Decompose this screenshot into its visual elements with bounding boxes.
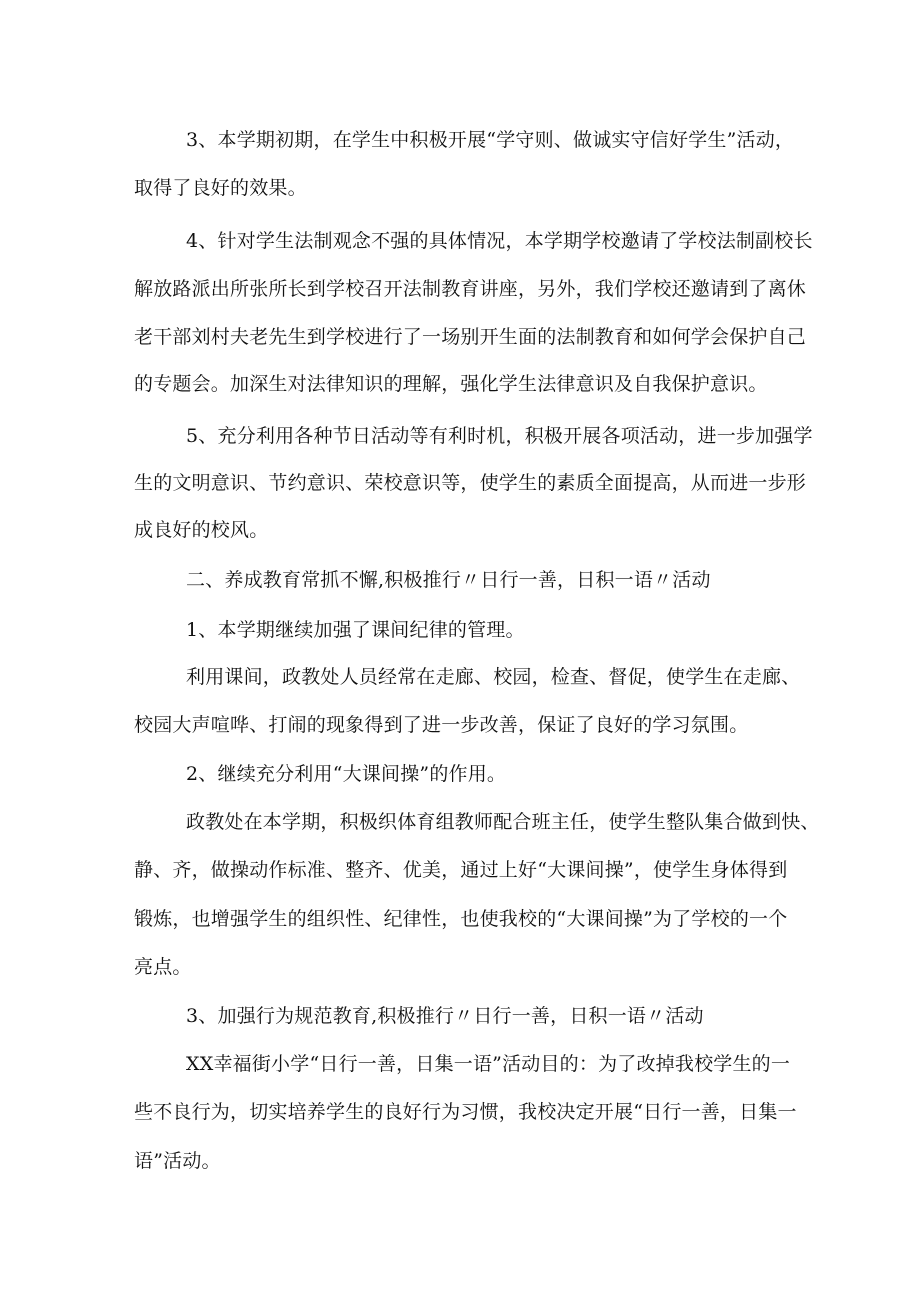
section-heading-2: 二、养成教育常抓不懈,积极推行〃日行一善，日积一语〃活动	[186, 569, 711, 591]
item-3-body-line-1: XX幸福街小学“日行一善，日集一语”活动目的：为了改掉我校学生的一	[186, 1053, 791, 1075]
item-3-heading: 3、加强行为规范教育,积极推行〃日行一善，日积一语〃活动	[186, 1005, 704, 1027]
paragraph-3-line-2: 取得了良好的效果。	[134, 177, 307, 199]
item-1-heading: 1、本学期继续加强了课间纪律的管理。	[186, 619, 525, 641]
item-3-body-line-2: 些不良行为，切实培养学生的良好行为习惯，我校决定开展“日行一善，日集一	[134, 1101, 797, 1123]
paragraph-4-line-2: 解放路派出所张所长到学校召开法制教育讲座，另外，我们学校还邀请到了离休	[134, 278, 807, 300]
paragraph-5-line-1: 5、充分利用各种节日活动等有利时机，积极开展各项活动，进一步加强学	[186, 425, 813, 447]
item-1-body-line-2: 校园大声喧哗、打闹的现象得到了进一步改善，保证了良好的学习氛围。	[134, 714, 749, 736]
item-2-body-line-1: 政教处在本学期，积极织体育组教师配合班主任，使学生整队集合做到快、	[186, 811, 820, 833]
item-1-body-line-1: 利用课间，政教处人员经常在走廊、校园，检查、督促，使学生在走廊、	[186, 666, 801, 688]
item-2-body-line-4: 亮点。	[134, 956, 192, 978]
item-2-body-line-2: 静、齐，做操动作标准、整齐、优美，通过上好“大课间操”，使学生身体得到	[134, 859, 788, 881]
paragraph-4-line-1: 4、针对学生法制观念不强的具体情况，本学期学校邀请了学校法制副校长	[186, 230, 813, 252]
paragraph-4-line-4: 的专题会。加深生对法律知识的理解，强化学生法律意识及自我保护意识。	[134, 373, 768, 395]
item-2-body-line-3: 锻炼，也增强学生的组织性、纪律性，也使我校的“大课间操”为了学校的一个	[134, 908, 788, 930]
paragraph-3-line-1: 3、本学期初期，在学生中积极开展“学守则、做诚实守信好学生”活动，	[186, 129, 795, 151]
item-3-body-line-3: 语”活动。	[134, 1150, 221, 1172]
paragraph-5-line-2: 生的文明意识、节约意识、荣校意识等，使学生的素质全面提高，从而进一步形	[134, 472, 807, 494]
item-2-heading: 2、继续充分利用“大课间操”的作用。	[186, 763, 507, 785]
paragraph-4-line-3: 老干部刘村夫老先生到学校进行了一场别开生面的法制教育和如何学会保护自己	[134, 326, 807, 348]
paragraph-5-line-3: 成良好的校风。	[134, 519, 269, 541]
